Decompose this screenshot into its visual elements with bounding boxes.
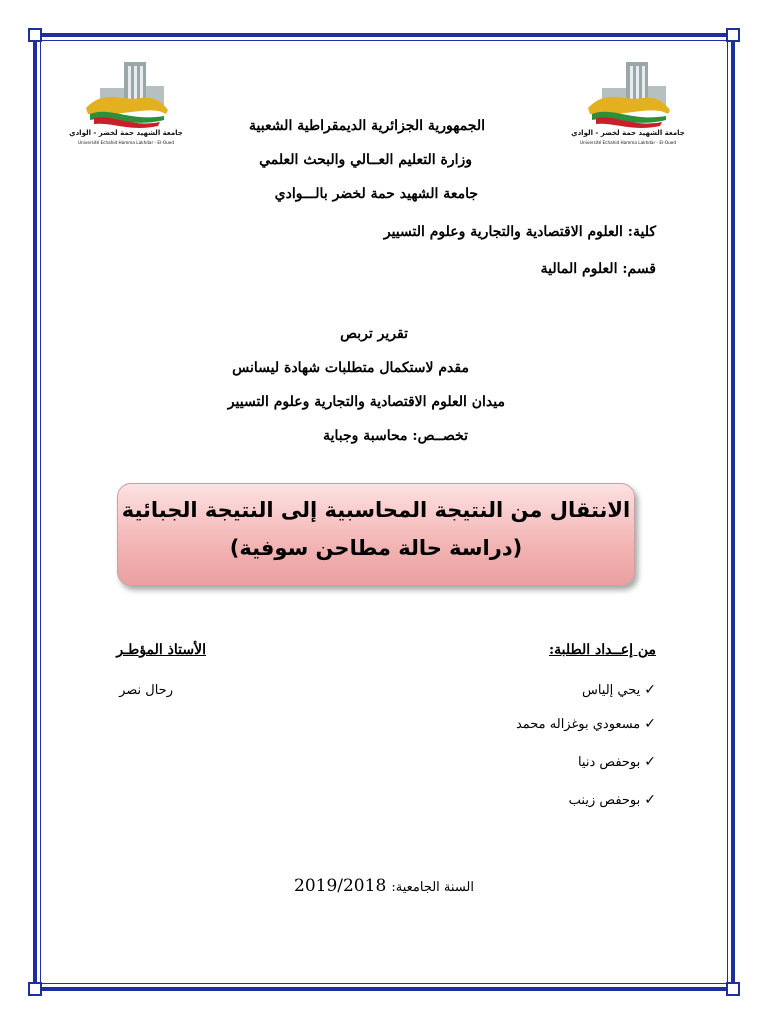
check-icon: ✓ <box>644 754 656 770</box>
check-icon: ✓ <box>644 682 656 698</box>
university-logo-icon <box>69 58 183 150</box>
students-heading: من إعــداد الطلبة: <box>549 642 656 658</box>
report-purpose: مقدم لاستكمال متطلبات شهادة ليسانس <box>232 360 469 376</box>
student-list-item <box>356 715 656 734</box>
student-list-item <box>356 791 656 810</box>
academic-year-value: 2019/2018 <box>294 876 387 896</box>
republic-name: الجمهورية الجزائرية الديمقراطية الشعبية <box>248 118 485 134</box>
corner-ornament-top-right <box>726 28 740 42</box>
ministry-name: وزارة التعليم العــالي والبحث العلمي <box>259 152 472 168</box>
thesis-title-line-1: الانتقال من النتيجة المحاسبية إلى النتيجة الجبائية <box>121 498 631 522</box>
corner-ornament-bottom-left <box>28 982 42 996</box>
student-name: بوحفص زينب <box>568 793 641 808</box>
svg-text:جامعة الشهيد حمة لخضر - الوادي: جامعة الشهيد حمة لخضر - الوادي <box>571 129 685 137</box>
university-logo-icon <box>571 58 685 150</box>
svg-text:Université Echahid Hamma Lakhd: Université Echahid Hamma Lakhdar - El-Oued <box>77 140 175 145</box>
student-name: بوحفص دنيا <box>577 755 641 770</box>
academic-year-label: السنة الجامعية: <box>391 880 474 895</box>
supervisor-name: رحال نصر <box>119 683 173 698</box>
corner-ornament-top-left <box>28 28 42 42</box>
university-name: جامعة الشهيد حمة لخضر بالـــوادي <box>274 186 478 202</box>
student-name: يحي إلياس <box>581 683 641 698</box>
faculty-name: كلية: العلوم الاقتصادية والتجارية وعلوم التسيير <box>383 224 656 240</box>
report-field: ميدان العلوم الاقتصادية والتجارية وعلوم التسيير <box>227 394 505 410</box>
thesis-title-line-2: (دراسة حالة مطاحن سوفية) <box>229 536 523 560</box>
student-list-item <box>356 681 656 700</box>
university-logo-right <box>571 58 685 150</box>
svg-text:جامعة الشهيد حمة لخضر - الوادي: جامعة الشهيد حمة لخضر - الوادي <box>69 129 183 137</box>
svg-text:Université Echahid Hamma Lakhd: Université Echahid Hamma Lakhdar - El-Oued <box>579 140 677 145</box>
check-icon: ✓ <box>644 792 656 808</box>
report-specialty: تخصــص: محاسبة وجباية <box>323 428 468 444</box>
academic-year <box>0 876 768 896</box>
thesis-title-box <box>117 483 635 586</box>
check-icon: ✓ <box>644 716 656 732</box>
supervisor-heading: الأستاذ المؤطـر <box>116 642 206 658</box>
corner-ornament-bottom-right <box>726 982 740 996</box>
report-type: تقرير تربص <box>340 326 408 342</box>
student-name: مسعودي بوغزاله محمد <box>515 717 641 732</box>
department-name: قسم: العلوم المالية <box>540 261 656 277</box>
university-logo-left <box>69 58 183 150</box>
student-list-item <box>356 753 656 772</box>
